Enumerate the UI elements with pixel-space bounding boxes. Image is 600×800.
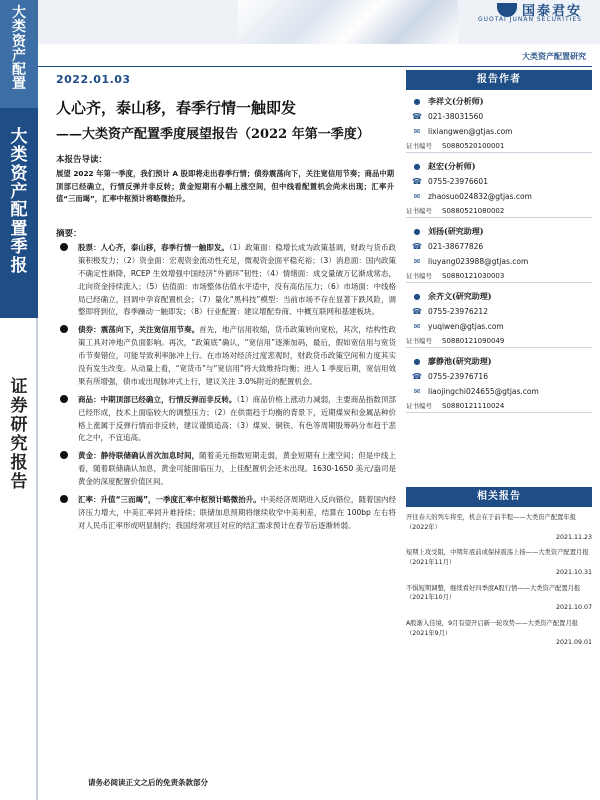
summary-heading: 摘要： xyxy=(56,229,82,239)
author-phone-row xyxy=(406,109,592,124)
side-label-char: 配 xyxy=(10,200,28,221)
authors-panel xyxy=(406,70,592,415)
logo-mark-icon xyxy=(497,3,517,17)
bullet-dot-icon xyxy=(60,325,68,333)
bullet-text: （1）商品价格上涨动力减弱，主要商品指数顶部已经形成，技术上面临较大的调整压力；（2）在供需趋于均衡的背景下，近期煤炭和金属品种价格上涨属于反弹行情而非反转，建议谨慎追高；（3）煤炭、铜铁、有色等周期股筹码分布趋于悲化之中，不宜追高。 xyxy=(78,394,396,443)
author-reg-number: S0880121030003 xyxy=(442,271,505,280)
side-label-char: 季 xyxy=(10,237,28,258)
author-reg-number: S0880121090049 xyxy=(442,336,505,345)
side-label-char: 产 xyxy=(12,47,26,64)
author-reg-row xyxy=(406,139,592,153)
author-email-row xyxy=(406,384,592,399)
bullet-dot-icon xyxy=(60,451,68,459)
report-date: 2022.01.03 xyxy=(56,73,131,86)
related-report-date: 2021.11.23 xyxy=(555,533,592,541)
side-label-char: 大 xyxy=(10,127,28,147)
author-reg-number: S0880520100001 xyxy=(442,141,505,150)
author-name-row xyxy=(406,159,592,174)
bullet-lead: 债券：震荡向下，关注宽信用节奏。 xyxy=(78,325,200,335)
author-email[interactable]: zhaosuo024832@gtjas.com xyxy=(428,192,532,201)
bullet-text: （1）政策面：稳增长成为政策基调，财政与货币政策积极发力；（2）资金面：宏观资金流动性充足，微观资金面平稳充裕；（3）消息面：国内政策不确定性渐降，RCEP 生效增强中国经济“外循环”韧性；（4）情绪面：成交量破万亿渐成常态，北向资金持续流入；（5）估值面：市场整体估值水平适中，没有高估压力；（6）市场面：中线格局已经确立，回调中孕育配置机会；（7）量化“黑科技”模型：当前市场不存在显著下跌风险，调整即将到位，春季躁动一触即发；（8）行业配置：建议增配券商、中概互联网和基建板块。 xyxy=(78,243,396,317)
side-label-char: 报 xyxy=(10,255,28,276)
side-label-char: 大 xyxy=(12,5,26,21)
related-report-date: 2021.10.31 xyxy=(555,568,592,576)
bullet-dot-icon xyxy=(60,495,68,503)
side-label-char: 告 xyxy=(10,472,28,493)
side-label-char: 证 xyxy=(10,377,28,397)
bullet-lead: 商品：中期顶部已经确立，行情反弹而非反转。 xyxy=(78,394,237,404)
author-name: 廖静池(研究助理) xyxy=(428,356,492,366)
side-label-research-report xyxy=(0,378,38,492)
related-report-date: 2021.09.01 xyxy=(555,639,592,647)
related-report-title: 不惧短期调整，继续看好四季度A股行情——大类资产配置月报（2021年10月） xyxy=(406,584,581,602)
author-phone: 021-38677826 xyxy=(428,242,484,251)
author-email[interactable]: liuyang023988@gtjas.com xyxy=(428,257,529,266)
side-label-char: 置 xyxy=(10,218,28,239)
person-icon: ● xyxy=(413,292,421,301)
side-label-char: 资 xyxy=(12,33,26,50)
phone-icon: ☎ xyxy=(412,112,422,121)
reg-label: 证书编号 xyxy=(406,337,432,345)
author-entry xyxy=(406,90,592,153)
author-name: 刘扬(研究助理) xyxy=(428,226,484,236)
guide-heading: 本报告导读： xyxy=(56,155,108,165)
email-icon: ✉ xyxy=(413,127,421,136)
bullet-text: 首先，地产信用收缩，货币政策转向宽松，其次，结构性政策工具对冲地产负面影响。再次，“政策底”确认，“宽信用”逐渐加码，最后，假如宽信用与宽货币节奏错位，可能导致利率脉冲上行。在市场对经济过度悲观时，财政货币政策空间和力度其实没有发生改变。从动量上看，“宽货币”与“宽信用”将大致维持均衡；进入 1 季度后期，宽信用效果有所增强，债市或出现脉冲式上行，建议关注 3.0%附近的配置机会。 xyxy=(78,325,396,386)
related-report-item[interactable] xyxy=(406,542,592,577)
author-reg-row xyxy=(406,204,592,218)
author-email[interactable]: liaojingchi024655@gtjas.com xyxy=(428,387,539,396)
logo-chinese-name: 国泰君安 xyxy=(521,4,582,19)
person-icon: ● xyxy=(413,162,421,171)
author-email-row xyxy=(406,319,592,334)
section-label: 大类资产配置研究 xyxy=(522,52,586,61)
email-icon: ✉ xyxy=(413,322,421,331)
reg-label: 证书编号 xyxy=(406,402,432,410)
author-reg-row xyxy=(406,334,592,348)
summary-bullet-stocks xyxy=(56,242,396,319)
author-list xyxy=(406,90,592,413)
side-label-category xyxy=(0,6,38,92)
side-label-char: 报 xyxy=(10,453,28,474)
author-name: 赵宏(分析师) xyxy=(428,161,476,171)
person-icon: ● xyxy=(413,227,421,236)
header-crystal-graphic xyxy=(238,0,458,44)
email-icon: ✉ xyxy=(413,387,421,396)
author-phone-row xyxy=(406,304,592,319)
author-phone: 0755-23976716 xyxy=(428,372,488,381)
author-reg-row xyxy=(406,269,592,283)
report-subtitle: ——大类资产配置季度展望报告（2022 年第一季度） xyxy=(56,127,370,142)
author-name: 余齐文(研究助理) xyxy=(428,291,492,301)
related-heading: 相关报告 xyxy=(406,487,592,507)
summary-bullet-commodities xyxy=(56,394,396,446)
related-report-date: 2021.10.07 xyxy=(555,604,592,611)
bullet-text: 随着美元指数短期走弱，黄金短期有上涨空间；但是中线上看，随着联储确认加息，黄金可能面临压力，上佳配置机会还未出现。1630-1650 美元/盎司是黄金的深度配置价值区间。 xyxy=(78,451,396,487)
author-name-row xyxy=(406,224,592,239)
author-entry xyxy=(406,220,592,283)
reg-label: 证书编号 xyxy=(406,142,432,150)
summary-bullets xyxy=(56,242,396,538)
side-label-char: 置 xyxy=(12,76,26,93)
guide-text: 展望 2022 年第一季度，我们预计 A 股即将走出春季行情；债券震荡向下，关注宽信用节奏；商品中期顶部已经确立，行情反弹并非反转；黄金短期有小幅上涨空间，但中线看配置机会尚未出现；汇率升值“三而竭”，汇率中枢预计将略微抬升。 xyxy=(56,169,394,204)
summary-bullet-bonds xyxy=(56,324,396,388)
related-report-title: 开往春天的列车将至，机会在于前半程——大类资产配置年报（2022年） xyxy=(406,514,577,531)
bullet-lead: 股票：人心齐，泰山移，春季行情一触即发。 xyxy=(78,243,229,252)
report-title: 人心齐，泰山移，春季行情一触即发 xyxy=(56,99,297,117)
author-email-row xyxy=(406,254,592,269)
side-label-char: 类 xyxy=(10,145,28,166)
side-label-char: 资 xyxy=(10,163,28,184)
side-label-char: 券 xyxy=(10,396,28,417)
author-reg-row xyxy=(406,399,592,413)
bullet-text: 中美经济周期进入反向错位，随着国内经济压力增大，中美汇率同升难持续；联储加息预期将继续收窄中美利差，结算在 100bp 左右将对人民币汇率形成明显制约；我国经常项目对应的结汇需求预计在春节后逐渐转弱。 xyxy=(78,495,397,530)
disclaimer-footer: 请务必阅读正文之后的免责条款部分 xyxy=(88,778,208,787)
author-entry xyxy=(406,350,592,413)
phone-icon: ☎ xyxy=(412,242,422,251)
person-icon: ● xyxy=(413,97,421,106)
author-phone: 021-38031560 xyxy=(428,112,484,121)
author-phone: 0755-23976212 xyxy=(428,307,488,316)
bullet-dot-icon xyxy=(60,395,68,403)
logo-english-name: GUOTAI JUNAN SECURITIES xyxy=(477,16,582,23)
related-list xyxy=(406,507,592,648)
reg-label: 证书编号 xyxy=(406,272,432,280)
email-icon: ✉ xyxy=(413,192,421,201)
author-phone-row xyxy=(406,239,592,254)
side-label-char: 研 xyxy=(10,415,28,436)
author-email-row xyxy=(406,189,592,204)
email-icon: ✉ xyxy=(413,257,421,266)
bullet-dot-icon xyxy=(60,243,68,251)
related-report-title: A股渐入佳境，9月有望开启新一轮攻势——大类资产配置月报（2021年9月） xyxy=(406,619,579,637)
author-reg-number: S0880121110024 xyxy=(442,401,505,410)
author-email-row xyxy=(406,124,592,139)
author-name: 李祥文(分析师) xyxy=(428,96,484,106)
person-icon: ● xyxy=(413,357,421,366)
author-reg-number: S0880521080002 xyxy=(442,206,505,215)
author-email[interactable]: yuqiwen@gtjas.com xyxy=(428,322,504,331)
side-label-char: 究 xyxy=(10,434,28,455)
bullet-lead: 汇率：升值“三而竭”，一季度汇率中枢预计略微抬升。 xyxy=(78,495,261,505)
side-label-char: 类 xyxy=(12,19,26,36)
related-report-title: 短期上攻受阻，中期年底前或保持震荡上扬——大类资产配置月报（2021年11月） xyxy=(406,549,589,566)
author-entry xyxy=(406,155,592,218)
related-report-item[interactable] xyxy=(406,507,592,542)
reg-label: 证书编号 xyxy=(406,207,432,215)
phone-icon: ☎ xyxy=(412,307,422,316)
author-name-row xyxy=(406,289,592,304)
related-report-item[interactable] xyxy=(406,578,592,613)
side-label-char: 配 xyxy=(12,62,26,79)
author-name-row xyxy=(406,94,592,109)
phone-icon: ☎ xyxy=(412,177,422,186)
author-phone-row xyxy=(406,174,592,189)
bullet-lead: 黄金：静待联储确认首次加息时间， xyxy=(78,451,200,461)
summary-bullet-fx xyxy=(56,494,396,533)
related-report-item[interactable] xyxy=(406,613,592,648)
side-label-report-type xyxy=(0,128,38,275)
author-phone: 0755-23976601 xyxy=(428,177,488,186)
author-email[interactable]: lixiangwen@gtjas.com xyxy=(428,127,513,136)
header-rule xyxy=(38,66,592,67)
summary-bullet-gold xyxy=(56,450,396,489)
author-name-row xyxy=(406,354,592,369)
authors-heading: 报告作者 xyxy=(406,70,592,90)
related-reports-panel xyxy=(406,487,592,648)
phone-icon: ☎ xyxy=(412,372,422,381)
author-phone-row xyxy=(406,369,592,384)
side-label-char: 产 xyxy=(10,182,28,203)
author-entry xyxy=(406,285,592,348)
